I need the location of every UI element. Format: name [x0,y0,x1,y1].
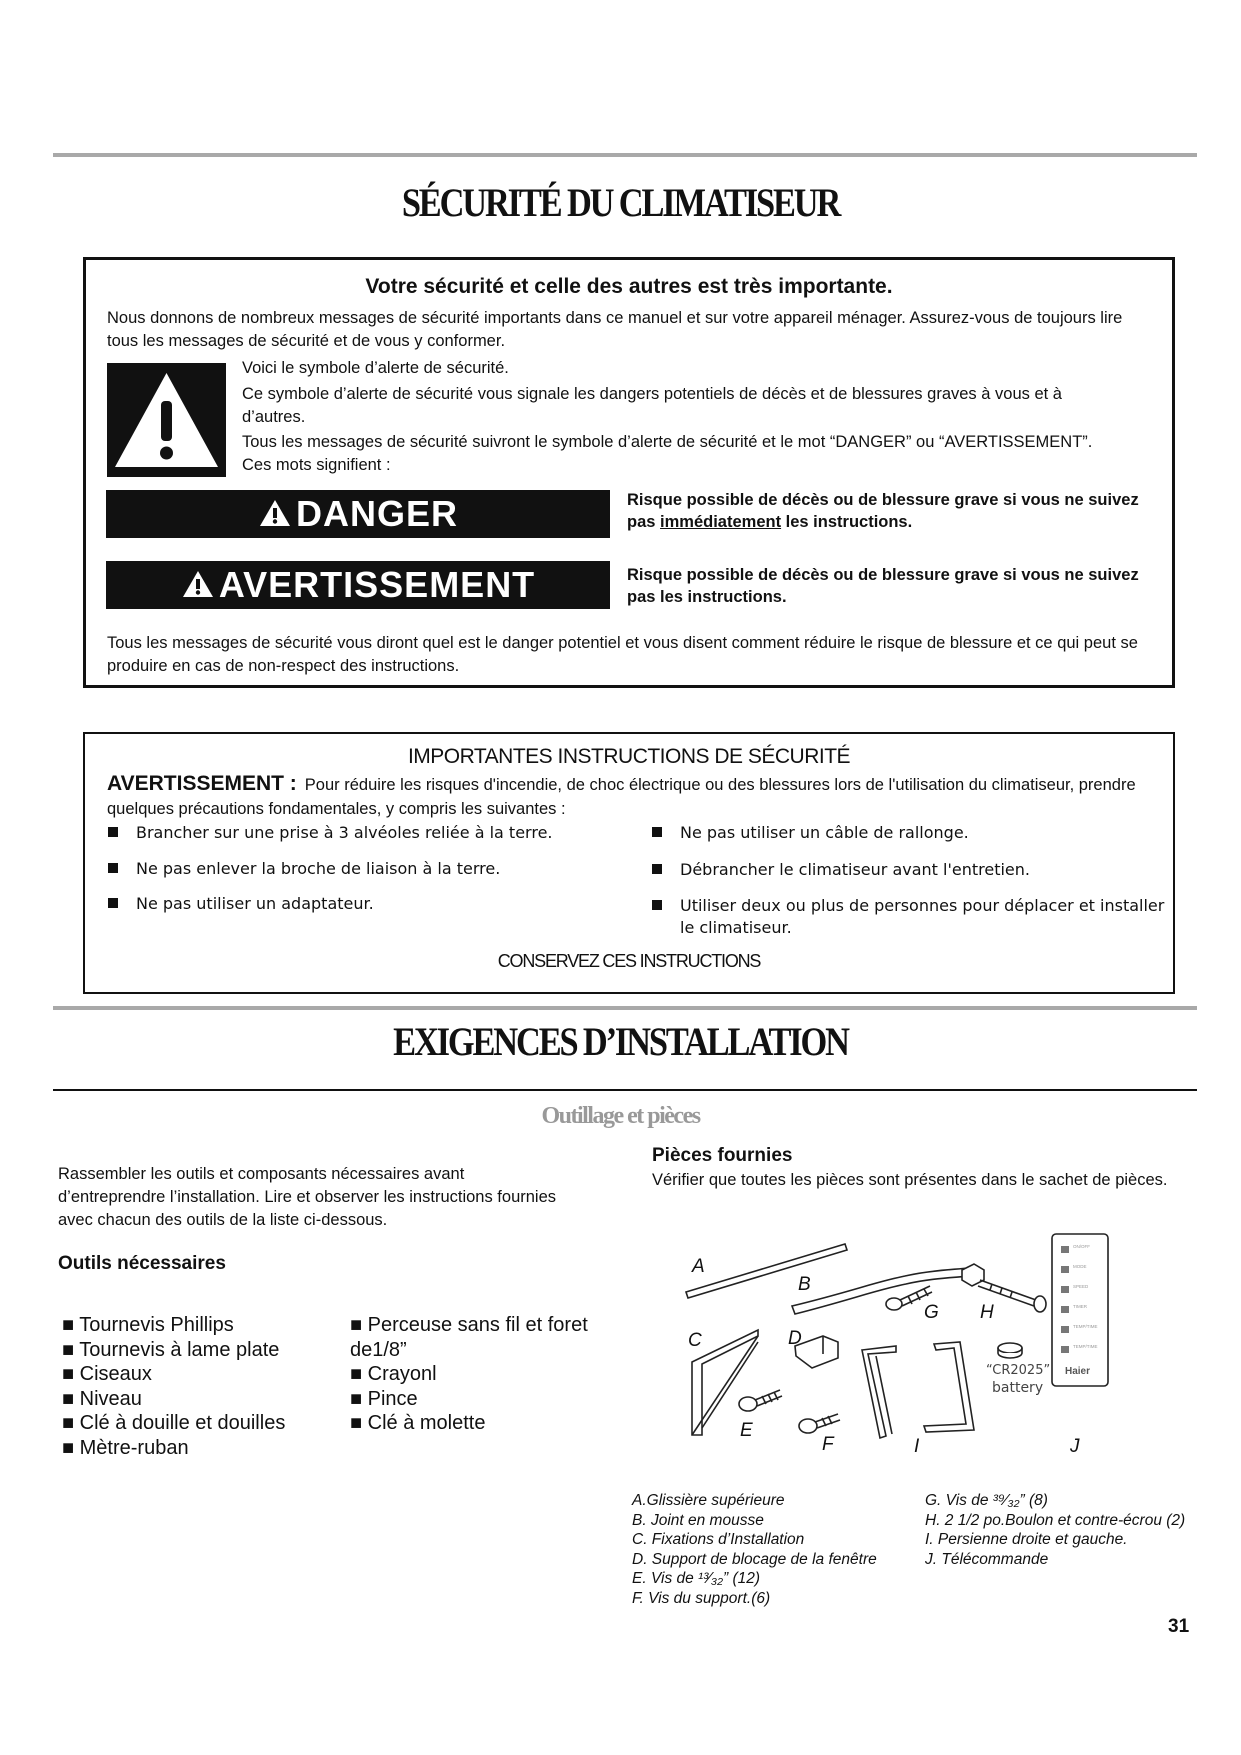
page-number: 31 [1168,1616,1190,1637]
tools-left-list [62,1313,352,1460]
list-item: Débrancher le climatiseur avant l'entretien. [652,859,1152,881]
symbol-line-1: Voici le symbole d’alerte de sécurité. [242,359,509,377]
battery-icon [998,1343,1022,1353]
part-a-top-rail [686,1244,847,1298]
list-item: J. Télécommande [925,1550,1049,1568]
list-item: ■ Tournevis à lame plate [62,1338,280,1361]
figure-label-i: I [914,1436,920,1457]
list-item: ■ Clé à molette [350,1412,486,1434]
list-item: B. Joint en mousse [632,1511,764,1529]
remote-button-label: TEMP/TIME [1073,1344,1098,1349]
list-item: ■ Tournevis Phillips [62,1314,234,1336]
tools-right-list [350,1313,610,1436]
part-f-screw [799,1414,840,1433]
installation-title: EXIGENCES D’INSTALLATION [393,1019,848,1064]
part-b-foam-seal [792,1266,978,1314]
figure-label-e: E [740,1420,753,1441]
top-rule [53,153,1197,157]
remote-button-label: TEMP/TIME [1073,1324,1098,1329]
figure-label-f: F [822,1434,834,1455]
figure-label-c: C [688,1330,702,1351]
safety-intro: Nous donnons de nombreux messages de sécurité importants dans ce manuel et sur votre appareil ménager. Assurez-vous de toujours lire tous les messages de sécurité et de vous y conformer. [107,309,1123,350]
list-item: A.Glissière supérieure [632,1492,785,1509]
danger-signal-bar [106,490,610,538]
warning-triangle-icon [181,563,215,611]
list-item: ■ Ciseaux [62,1363,152,1385]
safety-box-heading: Votre sécurité et celle des autres est très importante. [365,275,893,298]
warning-signal-bar [106,561,610,609]
installation-rule [53,1006,1197,1010]
part-e-screw [739,1390,782,1411]
safety-alert-icon [107,363,226,477]
symbol-line-2: Ce symbole d’alerte de sécurité vous signale les dangers potentiels de décès et de blessures graves à vous et à d’autres. [242,385,1062,426]
list-item: Ne pas utiliser un câble de rallonge. [652,822,1152,844]
list-item: ■ Pince [350,1387,418,1410]
remote-button-label: SPEED [1073,1284,1089,1289]
list-item: ■ Clé à douille et douilles [62,1412,286,1434]
parts-legend-right [925,1491,1225,1569]
remote-button-label: ON/OFF [1073,1244,1090,1249]
list-item: ■ Perceuse sans fil et foret [350,1314,588,1336]
part-j-remote [1052,1234,1108,1386]
warning-text: Risque possible de décès ou de blessure grave si vous ne suivez pas les instructions. [627,566,1139,606]
part-h-bolt [962,1264,1046,1312]
list-item: C. Fixations d’Installation [632,1531,805,1548]
parts-figure [640,1230,1180,1470]
part-i-louvers [862,1342,974,1438]
figure-label-h: H [980,1302,994,1323]
remote-button-label: TIMER [1073,1304,1087,1309]
list-item: Brancher sur une prise à 3 alvéoles reliée à la terre. [108,822,628,844]
list-item: Ne pas utiliser un adaptateur. [108,893,628,915]
list-item: D. Support de blocage de la fenêtre [632,1550,877,1568]
figure-label-d: D [788,1328,802,1349]
instructions-heading: IMPORTANTES INSTRUCTIONS DE SÉCURITÉ [407,745,851,768]
parts-legend-left [632,1491,922,1608]
figure-label-g: G [924,1302,939,1323]
list-item: F. Vis du support.(6) [632,1589,771,1607]
battery-label: battery [992,1380,1044,1396]
warning-label: AVERTISSEMENT [218,564,536,605]
list-item: H. 2 1/2 po.Boulon et contre-écrou (2) [925,1511,1186,1529]
installation-subtitle: Outillage et pièces [541,1103,700,1129]
danger-label: DANGER [295,493,458,534]
list-item: G. Vis de ³⁹⁄₃₂” (8) [925,1492,1048,1509]
tools-heading: Outils nécessaires [58,1253,226,1274]
installation-intro: Rassembler les outils et composants nécessaires avant d’entreprendre l’installation. Lire et observer les instructions fournies avec chacun des outils de la liste ci-dessous. [58,1165,557,1229]
figure-label-b: B [798,1274,811,1295]
battery-label: “CR2025” [986,1363,1051,1378]
safety-footer: Tous les messages de sécurité vous diront quel est le danger potentiel et vous disent comment réduire le risque de blessure et ce qui peut se produire en cas de non-respect des instructions. [107,634,1138,675]
instructions-footer: CONSERVEZ CES INSTRUCTIONS [497,951,761,971]
list-item: Ne pas enlever la broche de liaison à la terre. [108,858,628,880]
warning-triangle-icon [258,492,292,540]
remote-brand: Haier [1065,1366,1091,1377]
instructions-warning: AVERTISSEMENT : Pour réduire les risques d'incendie, de choc électrique ou des blessures lors de l'utilisation du climatiseur, prendre quelques précautions fondamentales, y compris les suivantes : [107,772,1136,818]
list-item: I. Persienne droite et gauche. [925,1531,1128,1548]
list-item: ■ Niveau [62,1387,142,1410]
parts-intro: Vérifier que toutes les pièces sont présentes dans le sachet de pièces. [652,1171,1168,1189]
parts-heading: Pièces fournies [652,1145,793,1166]
figure-label-a: A [692,1256,705,1277]
list-item: ■ Mètre-ruban [62,1436,189,1459]
danger-text: Risque possible de décès ou de blessure grave si vous ne suivez pas immédiatement les instructions. [627,491,1139,531]
list-item: E. Vis de ¹³⁄₃₂” (12) [632,1570,761,1587]
safety-title: SÉCURITÉ DU CLIMATISEUR [401,180,840,225]
installation-underline [53,1089,1197,1091]
list-item: ■ Crayonl [350,1363,437,1385]
figure-label-j: J [1070,1436,1080,1457]
list-item: de1/8” [350,1338,407,1361]
list-item: Utiliser deux ou plus de personnes pour déplacer et installer le climatiseur. [652,895,1180,939]
symbol-line-3: Tous les messages de sécurité suivront le symbole d’alerte de sécurité et le mot “DANGER” ou “AVERTISSEMENT”. Ces mots signifient : [242,433,1093,474]
remote-button-label: MODE [1073,1264,1087,1269]
